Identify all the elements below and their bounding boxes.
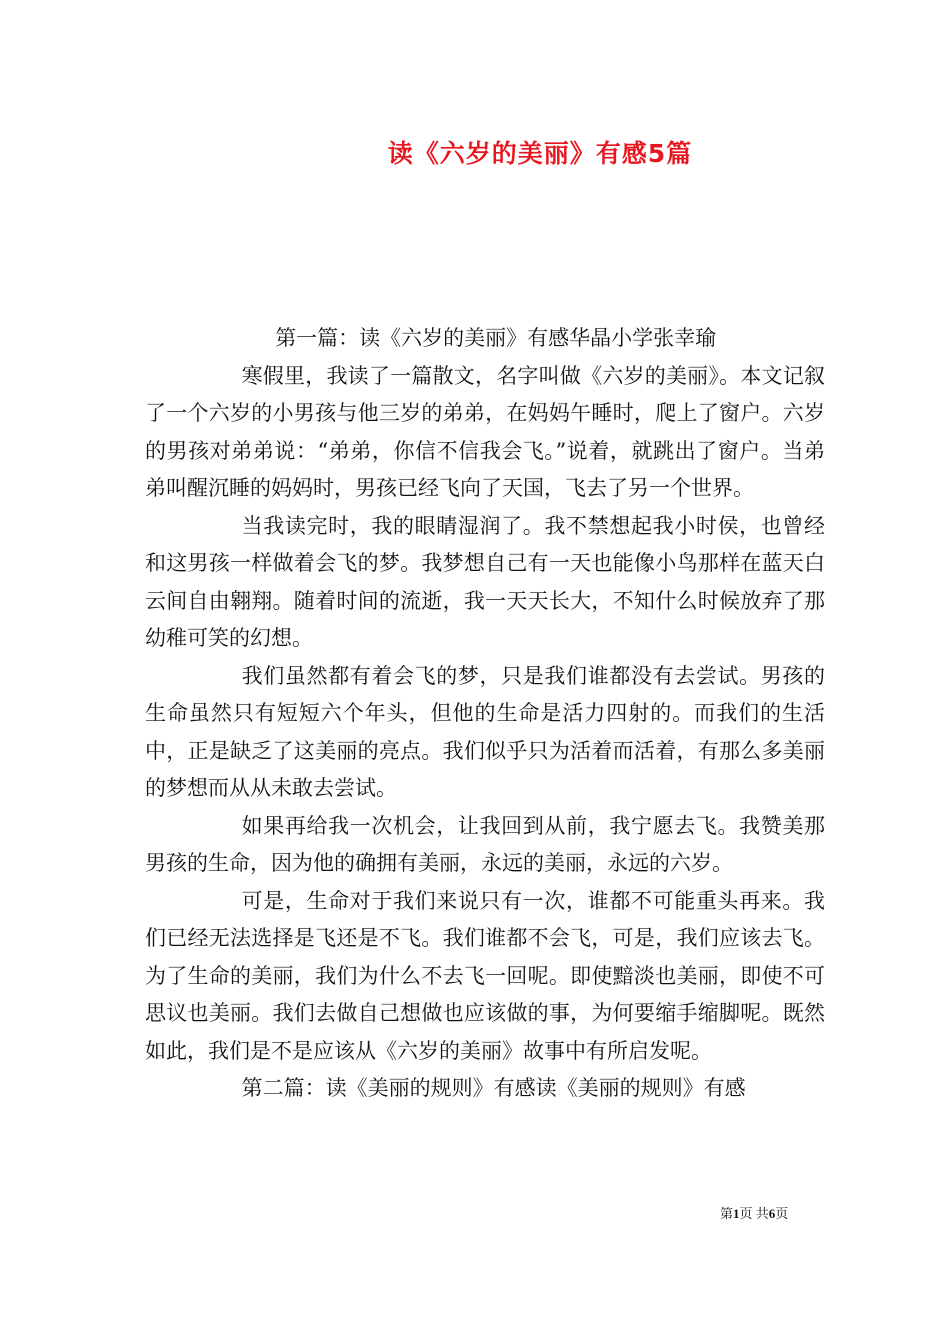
body-paragraph: 寒假里，我读了一篇散文，名字叫做《六岁的美丽》。本文记叙了一个六岁的小男孩与他三岁的弟弟，在妈妈午睡时，爬上了窗户。六岁的男孩对弟弟说：“弟弟，你信不信我会飞。”说着，就跳出了窗户。当弟弟叫醒沉睡的妈妈时，男孩已经飞向了天国，飞去了另一个世界。	[145, 363, 825, 500]
footer-prefix: 第	[720, 1206, 734, 1221]
footer-suffix: 页	[775, 1206, 789, 1221]
body-paragraph: 可是，生命对于我们来说只有一次，谁都不可能重头再来。我们已经无法选择是飞还是不飞。我们谁都不会飞，可是，我们应该去飞。为了生命的美丽，我们为什么不去飞一回呢。即使黯淡也美丽，即使不可思议也美丽。我们去做自己想做也应该做的事，为何要缩手缩脚呢。既然如此，我们是不是应该从《六岁的美丽》故事中有所启发呢。	[145, 888, 825, 1063]
current-page-number: 1	[733, 1206, 740, 1221]
section-heading-2: 第二篇：读《美丽的规则》有感读《美丽的规则》有感	[241, 1076, 746, 1100]
page-footer	[720, 1203, 788, 1222]
footer-middle: 页 共	[739, 1206, 769, 1221]
section-heading-1: 第一篇：读《六岁的美丽》有感华晶小学张幸瑜	[275, 326, 717, 350]
body-paragraph: 当我读完时，我的眼睛湿润了。我不禁想起我小时侯，也曾经和这男孩一样做着会飞的梦。我梦想自己有一天也能像小鸟那样在蓝天白云间自由翱翔。随着时间的流逝，我一天天长大，不知什么时候放弃了那幼稚可笑的幻想。	[145, 513, 825, 650]
document-body	[145, 320, 825, 1108]
body-paragraph: 如果再给我一次机会，让我回到从前，我宁愿去飞。我赞美那男孩的生命，因为他的确拥有美丽，永远的美丽，永远的六岁。	[145, 813, 825, 875]
total-pages-number: 6	[768, 1206, 776, 1221]
body-paragraph: 我们虽然都有着会飞的梦，只是我们谁都没有去尝试。男孩的生命虽然只有短短六个年头，但他的生命是活力四射的。而我们的生活中，正是缺乏了这美丽的亮点。我们似乎只为活着而活着，有那么多美丽的梦想而从从未敢去尝试。	[145, 663, 825, 800]
document-title: 读《六岁的美丽》有感5篇	[387, 139, 693, 168]
